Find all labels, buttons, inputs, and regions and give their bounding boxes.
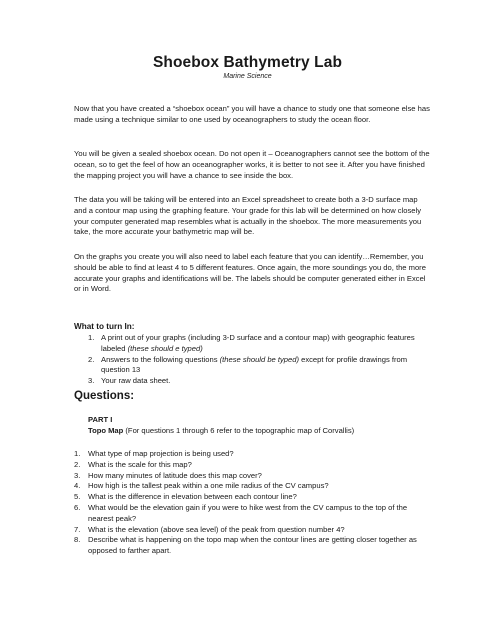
questions-list xyxy=(74,449,430,557)
list-item: 2. Answers to the following questions (these should be typed) except for profile drawings from question 13 xyxy=(88,354,408,375)
questions-heading: Questions: xyxy=(74,390,135,402)
data-paragraph: The data you will be taking will be entered into an Excel spreadsheet to create both a 3-D surface map and a contour map using the graphing feature. Your grade for this lab will be determined on how closely your computer generated map resembles what is actually in the shoebox. The more measurements you take, the more accurate your bathymetric map will be. xyxy=(74,195,422,237)
list-item: 1. What type of map projection is being used? xyxy=(74,449,234,458)
list-item: 3. Your raw data sheet. xyxy=(88,376,171,386)
list-item: 6. What would be the elevation gain if you were to hike west from the CV campus to the top of the nearest peak? xyxy=(74,502,408,523)
document-subtitle: Marine Science xyxy=(223,73,272,80)
turn-in-heading: What to turn In: xyxy=(74,322,135,331)
part-label: PART I xyxy=(88,415,113,424)
list-item: 4. How high is the tallest peak within a one mile radius of the CV campus? xyxy=(74,481,329,491)
list-item: 1. A print out of your graphs (including 3-D surface and a contour map) with geographic features labeled (these should e typed) xyxy=(88,333,415,353)
list-item: 7. What is the elevation (above sea level) of the peak from question number 4? xyxy=(74,524,345,534)
list-item: 2. What is the scale for this map? xyxy=(74,459,192,469)
turn-in-list xyxy=(88,333,430,387)
document-title: Shoebox Bathymetry Lab xyxy=(152,54,343,71)
list-item: 8. Describe what is happening on the topo map when the contour lines are getting closer together as opposed to farther apart. xyxy=(74,535,417,556)
sealed-box-paragraph: You will be given a sealed shoebox ocean. Do not open it – Oceanographers cannot see the bottom of the ocean, so to get the feel of how an oceanographer works, it is better to not see it. After you have finished the mapping project you will have a chance to see inside the box. xyxy=(74,149,430,180)
labels-paragraph: On the graphs you create you will also need to label each feature that you can identify…Remember, you should be able to find at least 4 to 5 different features. Once again, the more soundings you do, the more accurate your graphs and identifications will be. The labels should be computer generated either in Excel or in Word. xyxy=(74,252,426,294)
topo-map-instruction: Topo Map (For questions 1 through 6 refer to the topographic map of Corvallis) xyxy=(88,426,355,435)
list-item: 3. How many minutes of latitude does this map cover? xyxy=(74,470,262,480)
intro-paragraph: Now that you have created a “shoebox ocean” you will have a chance to study one that someone else has made using a technique similar to one used by oceanographers to study the ocean floor. xyxy=(74,104,430,124)
list-item: 5. What is the difference in elevation between each contour line? xyxy=(74,492,297,502)
